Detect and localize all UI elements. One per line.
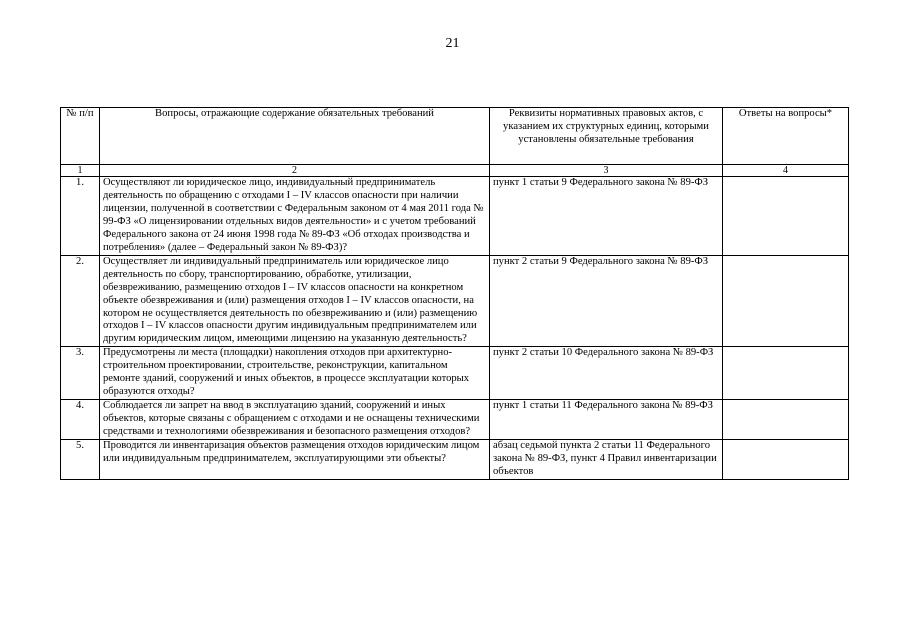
row-answer[interactable] [723,255,849,347]
row-answer[interactable] [723,400,849,440]
row-reference: пункт 1 статьи 11 Федерального закона № 89-ФЗ [490,400,723,440]
table-row [61,177,849,256]
row-number: 3. [61,347,100,400]
column-index: 3 [490,165,723,177]
row-question: Осуществляет ли индивидуальный предприниматель или юридическое лицо деятельность по сбору, транспортированию, обработке, утилизации, обезвреживанию, размещению отходов I – IV классов опасности на конкретном объекте обезвреживания и (или) размещения отходов I – IV классов опасности, на котором не осуществляется деятельность по обезвреживанию и (или) размещению отходов I – IV классов опасности другим индивидуальным предпринимателем или другим юридическим лицом, имеющими лицензию на указанную деятельность? [100,255,490,347]
table-row [61,347,849,400]
row-reference: пункт 1 статьи 9 Федерального закона № 89-ФЗ [490,177,723,256]
column-index: 4 [723,165,849,177]
table-row [61,400,849,440]
row-reference: пункт 2 статьи 9 Федерального закона № 89-ФЗ [490,255,723,347]
row-question: Предусмотрены ли места (площадки) накопления отходов при архитектурно-строительном проектировании, строительстве, реконструкции, капитальном ремонте зданий, сооружений и иных объектов, в процессе эксплуатации которых образуются отходы? [100,347,490,400]
page-number: 21 [445,36,460,51]
column-index-row [61,165,849,177]
header-questions: Вопросы, отражающие содержание обязательных требований [100,108,490,165]
header-references: Реквизиты нормативных правовых актов, с указанием их структурных единиц, которыми установлены обязательные требования [490,108,723,165]
row-answer[interactable] [723,347,849,400]
row-question: Соблюдается ли запрет на ввод в эксплуатацию зданий, сооружений и иных объектов, которые связаны с обращением с отходами и не оснащены техническими средствами и технологиями обезвреживания и безопасного размещения отходов? [100,400,490,440]
header-number: № п/п [61,108,100,165]
row-answer[interactable] [723,177,849,256]
header-answers: Ответы на вопросы* [723,108,849,165]
table-row [61,440,849,480]
table-row [61,255,849,347]
row-number: 5. [61,440,100,480]
row-question: Проводится ли инвентаризация объектов размещения отходов юридическим лицом или индивидуальным предпринимателем, эксплуатирующими эти объекты? [100,440,490,480]
row-number: 4. [61,400,100,440]
column-index: 1 [61,165,100,177]
requirements-table [60,107,849,480]
table-header-row [61,108,849,165]
row-number: 1. [61,177,100,256]
row-answer[interactable] [723,440,849,480]
row-reference: абзац седьмой пункта 2 статьи 11 Федерального закона № 89-ФЗ, пункт 4 Правил инвентаризации объектов [490,440,723,480]
row-number: 2. [61,255,100,347]
row-reference: пункт 2 статьи 10 Федерального закона № 89-ФЗ [490,347,723,400]
row-question: Осуществляют ли юридическое лицо, индивидуальный предприниматель деятельность по обращению с отходами I – IV классов опасности при наличии лицензии, полученной в соответствии с Федеральным законом от 4 мая 2011 года № 99-ФЗ «О лицензировании отдельных видов деятельности» и с учетом требований Федерального закона от 24 июня 1998 года № 89-ФЗ «Об отходах производства и потребления» (далее – Федеральный закон № 89-ФЗ)? [100,177,490,256]
column-index: 2 [100,165,490,177]
